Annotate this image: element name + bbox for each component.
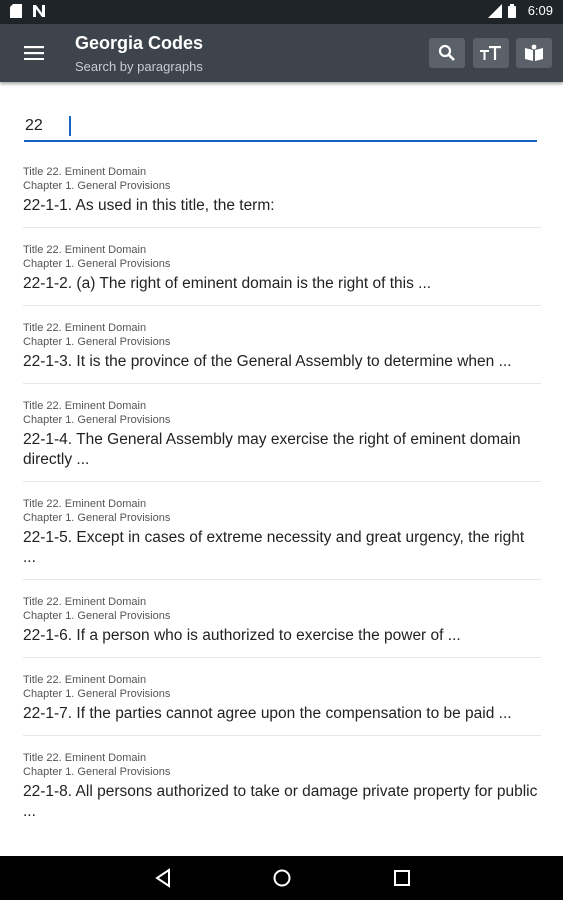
search-input[interactable] [24, 112, 537, 140]
item-text: 22-1-2. (a) The right of eminent domain is the right of this ... [23, 275, 432, 292]
signal-icon [488, 4, 502, 18]
item-title: Title 22. Eminent Domain [23, 166, 147, 178]
list-item[interactable] [23, 228, 541, 306]
list-item[interactable] [23, 580, 541, 658]
list-item[interactable] [23, 482, 541, 580]
hamburger-menu-icon [24, 46, 44, 60]
search-field-wrapper [24, 112, 537, 142]
list-item[interactable] [23, 150, 541, 228]
text-cursor [69, 116, 71, 136]
item-title: Title 22. Eminent Domain [23, 674, 147, 686]
results-list [0, 150, 563, 834]
item-chapter: Chapter 1. General Provisions [23, 766, 171, 778]
item-chapter: Chapter 1. General Provisions [23, 414, 171, 426]
book-button[interactable] [516, 38, 552, 68]
app-title: Georgia Codes [75, 33, 204, 53]
item-title: Title 22. Eminent Domain [23, 498, 147, 510]
item-text: 22-1-3. It is the province of the General Assembly to determine when ... [23, 353, 512, 370]
item-text: 22-1-5. Except in cases of extreme necessity and great urgency, the right ... [23, 529, 525, 566]
list-item[interactable] [23, 736, 541, 833]
navigation-bar [0, 856, 563, 900]
text-size-icon [480, 45, 502, 61]
home-icon [272, 868, 292, 888]
item-chapter: Chapter 1. General Provisions [23, 180, 171, 192]
menu-button[interactable] [18, 40, 50, 66]
item-text: 22-1-7. If the parties cannot agree upon the compensation to be paid ... [23, 705, 512, 722]
app-subtitle: Search by paragraphs [75, 59, 203, 74]
status-time: 6:09 [527, 3, 553, 18]
app-bar [0, 24, 563, 82]
item-text: 22-1-1. As used in this title, the term: [23, 197, 275, 214]
battery-icon [508, 4, 522, 18]
sd-card-icon [10, 4, 24, 18]
item-chapter: Chapter 1. General Provisions [23, 258, 171, 270]
recents-icon [393, 869, 411, 887]
item-title: Title 22. Eminent Domain [23, 596, 147, 608]
item-text: 22-1-4. The General Assembly may exercise the right of eminent domain directly ... [23, 431, 521, 468]
home-button[interactable] [267, 865, 297, 891]
item-title: Title 22. Eminent Domain [23, 322, 147, 334]
item-chapter: Chapter 1. General Provisions [23, 610, 171, 622]
item-chapter: Chapter 1. General Provisions [23, 512, 171, 524]
item-text: 22-1-6. If a person who is authorized to exercise the power of ... [23, 627, 461, 644]
recents-button[interactable] [387, 865, 417, 891]
item-title: Title 22. Eminent Domain [23, 400, 147, 412]
text-size-button[interactable] [473, 38, 509, 68]
item-title: Title 22. Eminent Domain [23, 244, 147, 256]
item-chapter: Chapter 1. General Provisions [23, 688, 171, 700]
item-chapter: Chapter 1. General Provisions [23, 336, 171, 348]
item-text: 22-1-8. All persons authorized to take or damage private property for public ... [23, 783, 538, 820]
back-icon [154, 868, 172, 888]
search-icon [438, 44, 456, 62]
n-notification-icon [32, 4, 46, 18]
back-button[interactable] [148, 865, 178, 891]
list-item[interactable] [23, 658, 541, 736]
status-bar [0, 0, 563, 24]
search-button[interactable] [429, 38, 465, 68]
book-icon [524, 44, 544, 62]
list-item[interactable] [23, 306, 541, 384]
item-title: Title 22. Eminent Domain [23, 752, 147, 764]
list-item[interactable] [23, 384, 541, 482]
